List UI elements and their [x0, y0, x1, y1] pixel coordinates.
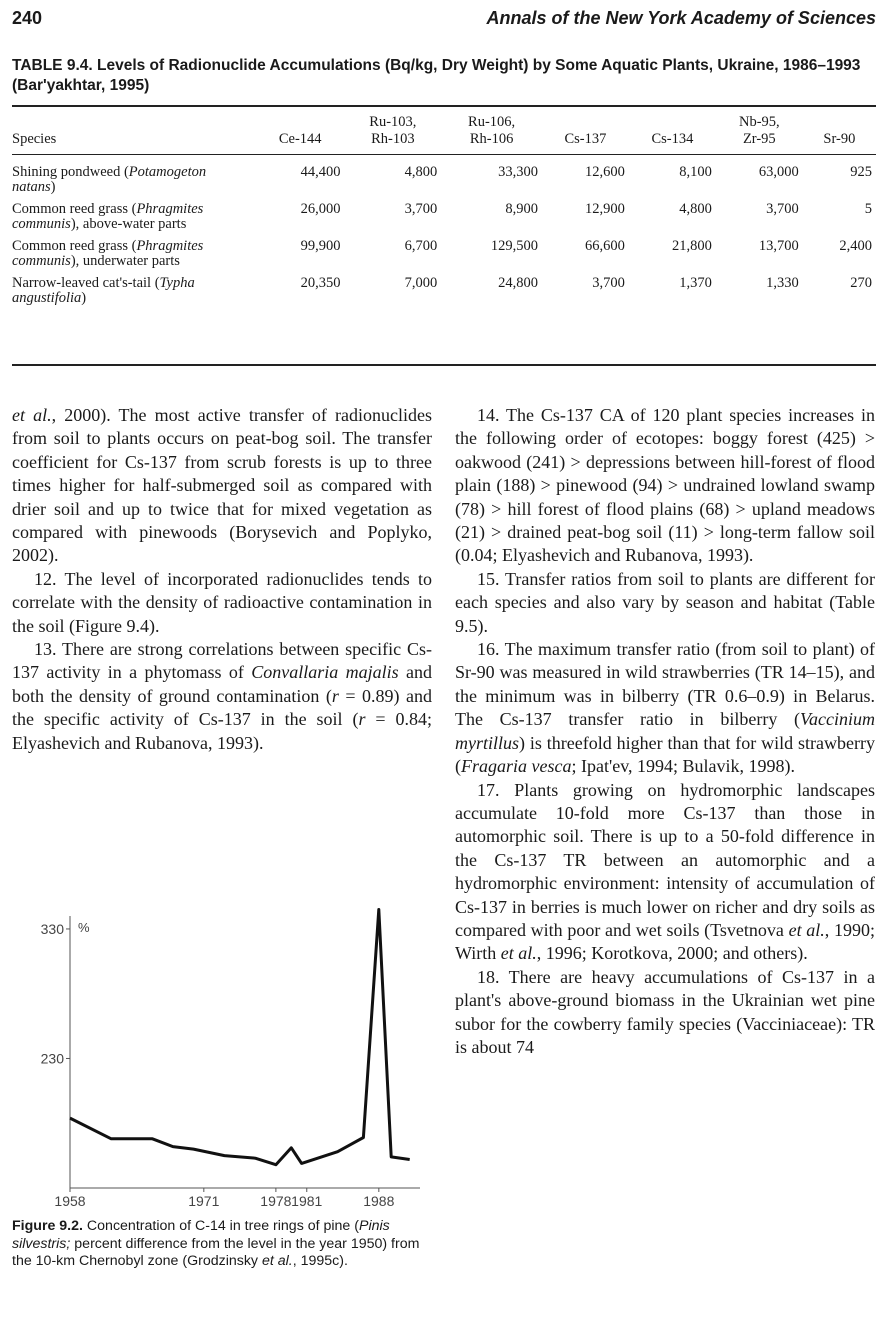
table-row	[12, 199, 876, 236]
value-cell: 3,700	[766, 201, 799, 217]
table-label: TABLE 9.4.	[12, 57, 93, 74]
value-cell: 99,900	[300, 238, 341, 254]
value-cell: 1,330	[766, 275, 799, 291]
value-cell: 21,800	[672, 238, 712, 254]
paragraph: et al., 2000). The most active transfer of radionuclides from soil to plants occurs on peat-bog soil. The transfer coefficient for Cs-137 from scrub forests is up to three times higher for half-submerged soil as compared with drier soil and up to twice that for mixed vegetation as compared with pinewoods (Borysevich and Poplyko, 2002).	[12, 405, 432, 566]
value-cell: 270	[850, 275, 872, 291]
x-tick-label: 1981	[291, 1193, 323, 1208]
value-cell: 8,100	[679, 164, 712, 180]
x-tick-label: 1971	[188, 1193, 220, 1208]
table-row	[12, 155, 876, 200]
value-cell: 13,700	[758, 238, 799, 254]
column-header: Cs-134	[651, 131, 694, 147]
x-tick-label: 1958	[54, 1193, 86, 1208]
paragraph: 13. There are strong correlations between specific Cs-137 activity in a phytomass of Convallaria majalis and both the density of ground contamination (r = 0.89) and the specific activity of Cs-137 in the soil (r = 0.84; Elyashevich and Rubanova, 1993).	[12, 639, 432, 753]
table-caption	[12, 56, 874, 96]
paragraph: 12. The level of incorporated radionuclides tends to correlate with the density of radioactive contamination in the soil (Figure 9.4).	[12, 568, 432, 636]
x-tick-label: 1978	[260, 1193, 292, 1208]
value-cell: 63,000	[758, 164, 799, 180]
value-cell: 7,000	[404, 275, 438, 291]
paragraph: 14. The Cs-137 CA of 120 plant species increases in the following order of ecotopes: boggy forest (425) > oakwood (241) > depressions between hill-forest of flood plain (188) > pinewood (94) > undrained lowland swamp (78) > hill forest of flood plains (68) > upland meadows (21) > drained peat-bog soil (11) > long-term fallow soil (0.04; Elyashevich and Rubanova, 1993).	[455, 405, 875, 566]
value-cell: 3,700	[592, 275, 625, 291]
table-row	[12, 273, 876, 310]
value-cell: 4,800	[404, 164, 438, 180]
value-cell: 12,600	[585, 164, 625, 180]
column-header: Sr-90	[823, 131, 856, 147]
paragraph: 15. Transfer ratios from soil to plants are different for each species and also vary by season and habitat (Table 9.5).	[455, 568, 875, 636]
data-table	[12, 110, 876, 310]
left-column-text	[12, 404, 432, 755]
right-column-text	[455, 404, 875, 1059]
column-header: Nb-95, Zr-95	[738, 114, 780, 147]
value-cell: 44,400	[300, 164, 341, 180]
table-top-rule	[12, 105, 876, 107]
column-header: Ru-103, Rh-103	[369, 114, 417, 147]
table-row	[12, 236, 876, 273]
table-bottom-rule	[12, 364, 876, 366]
value-cell: 3,700	[404, 201, 438, 217]
paragraph: 17. Plants growing on hydromorphic landscapes accumulate 10-fold more Cs-137 than those in automorphic soil. There is up to a 50-fold difference in the Cs-137 TR between an automorphic and a hydromorphic environment: intensity of accumulation of Cs-137 in berries is much lower on richer and dry soils as compared with poor and wet soils (Tsvetnova et al., 1990; Wirth et al., 1996; Korotkova, 2000; and others).	[455, 779, 875, 964]
value-cell: 66,600	[585, 238, 625, 254]
species-cell: Narrow-leaved cat's-tail (Typha angustifolia)	[12, 275, 195, 306]
value-cell: 24,800	[498, 275, 538, 291]
value-cell: 12,900	[585, 201, 625, 217]
figure-label: Figure 9.2.	[12, 1218, 83, 1234]
page-header	[12, 6, 876, 32]
table-header-row	[12, 110, 876, 155]
value-cell: 925	[850, 164, 872, 180]
column-header: Species	[12, 131, 57, 147]
table-title: Levels of Radionuclide Accumulations (Bq/kg, Dry Weight) by Some Aquatic Plants, Ukraine, 1986–1993 (Bar'yakhtar, 1995)	[12, 57, 861, 94]
value-cell: 2,400	[839, 238, 872, 254]
y-tick-label: 330	[40, 920, 64, 937]
value-cell: 129,500	[490, 238, 538, 254]
value-cell: 20,350	[300, 275, 341, 291]
value-cell: 8,900	[505, 201, 538, 217]
paragraph: 16. The maximum transfer ratio (from soil to plant) of Sr-90 was measured in wild strawberries (TR 14–15), and the minimum was in bilberry (TR 0.6–0.9) in Belarus. The Cs-137 transfer ratio in bilberry (Vaccinium myrtillus) is threefold higher than that for wild strawberry (Fragaria vesca; Ipat'ev, 1994; Bulavik, 1998).	[455, 639, 875, 777]
value-cell: 5	[864, 201, 872, 217]
value-cell: 6,700	[404, 238, 438, 254]
paragraph: 18. There are heavy accumulations of Cs-137 in a plant's above-ground biomass in the Ukrainian wet pine subor for the cowberry family species (Vacciniaceae): TR is about 74	[455, 966, 875, 1057]
value-cell: 26,000	[300, 201, 341, 217]
value-cell: 4,800	[679, 201, 712, 217]
column-header: Ru-106, Rh-106	[468, 114, 516, 147]
species-cell: Common reed grass (Phragmites communis), underwater parts	[12, 238, 204, 269]
species-cell: Common reed grass (Phragmites communis), above-water parts	[12, 201, 204, 232]
journal-title: Annals of the New York Academy of Sciences	[486, 8, 876, 28]
c14-series-line	[70, 910, 410, 1165]
x-tick-label: 1988	[363, 1193, 395, 1208]
column-header: Ce-144	[278, 131, 322, 147]
figure-9-2	[12, 898, 428, 1208]
figure-caption: Figure 9.2. Concentration of C-14 in tree rings of pine (Pinis silvestris; percent difference from the level in the year 1950) from the 10-km Chernobyl zone (Grodzinsky et al., 1995c).	[12, 1218, 420, 1270]
c14-line-chart	[12, 898, 428, 1208]
page-number: 240	[12, 8, 43, 28]
value-cell: 33,300	[498, 164, 538, 180]
y-tick-label: 230	[40, 1050, 64, 1067]
value-cell: 1,370	[679, 275, 712, 291]
species-cell: Shining pondweed (Potamogeton natans)	[12, 164, 207, 195]
column-header: Cs-137	[564, 131, 607, 147]
y-axis-label: %	[78, 920, 90, 935]
